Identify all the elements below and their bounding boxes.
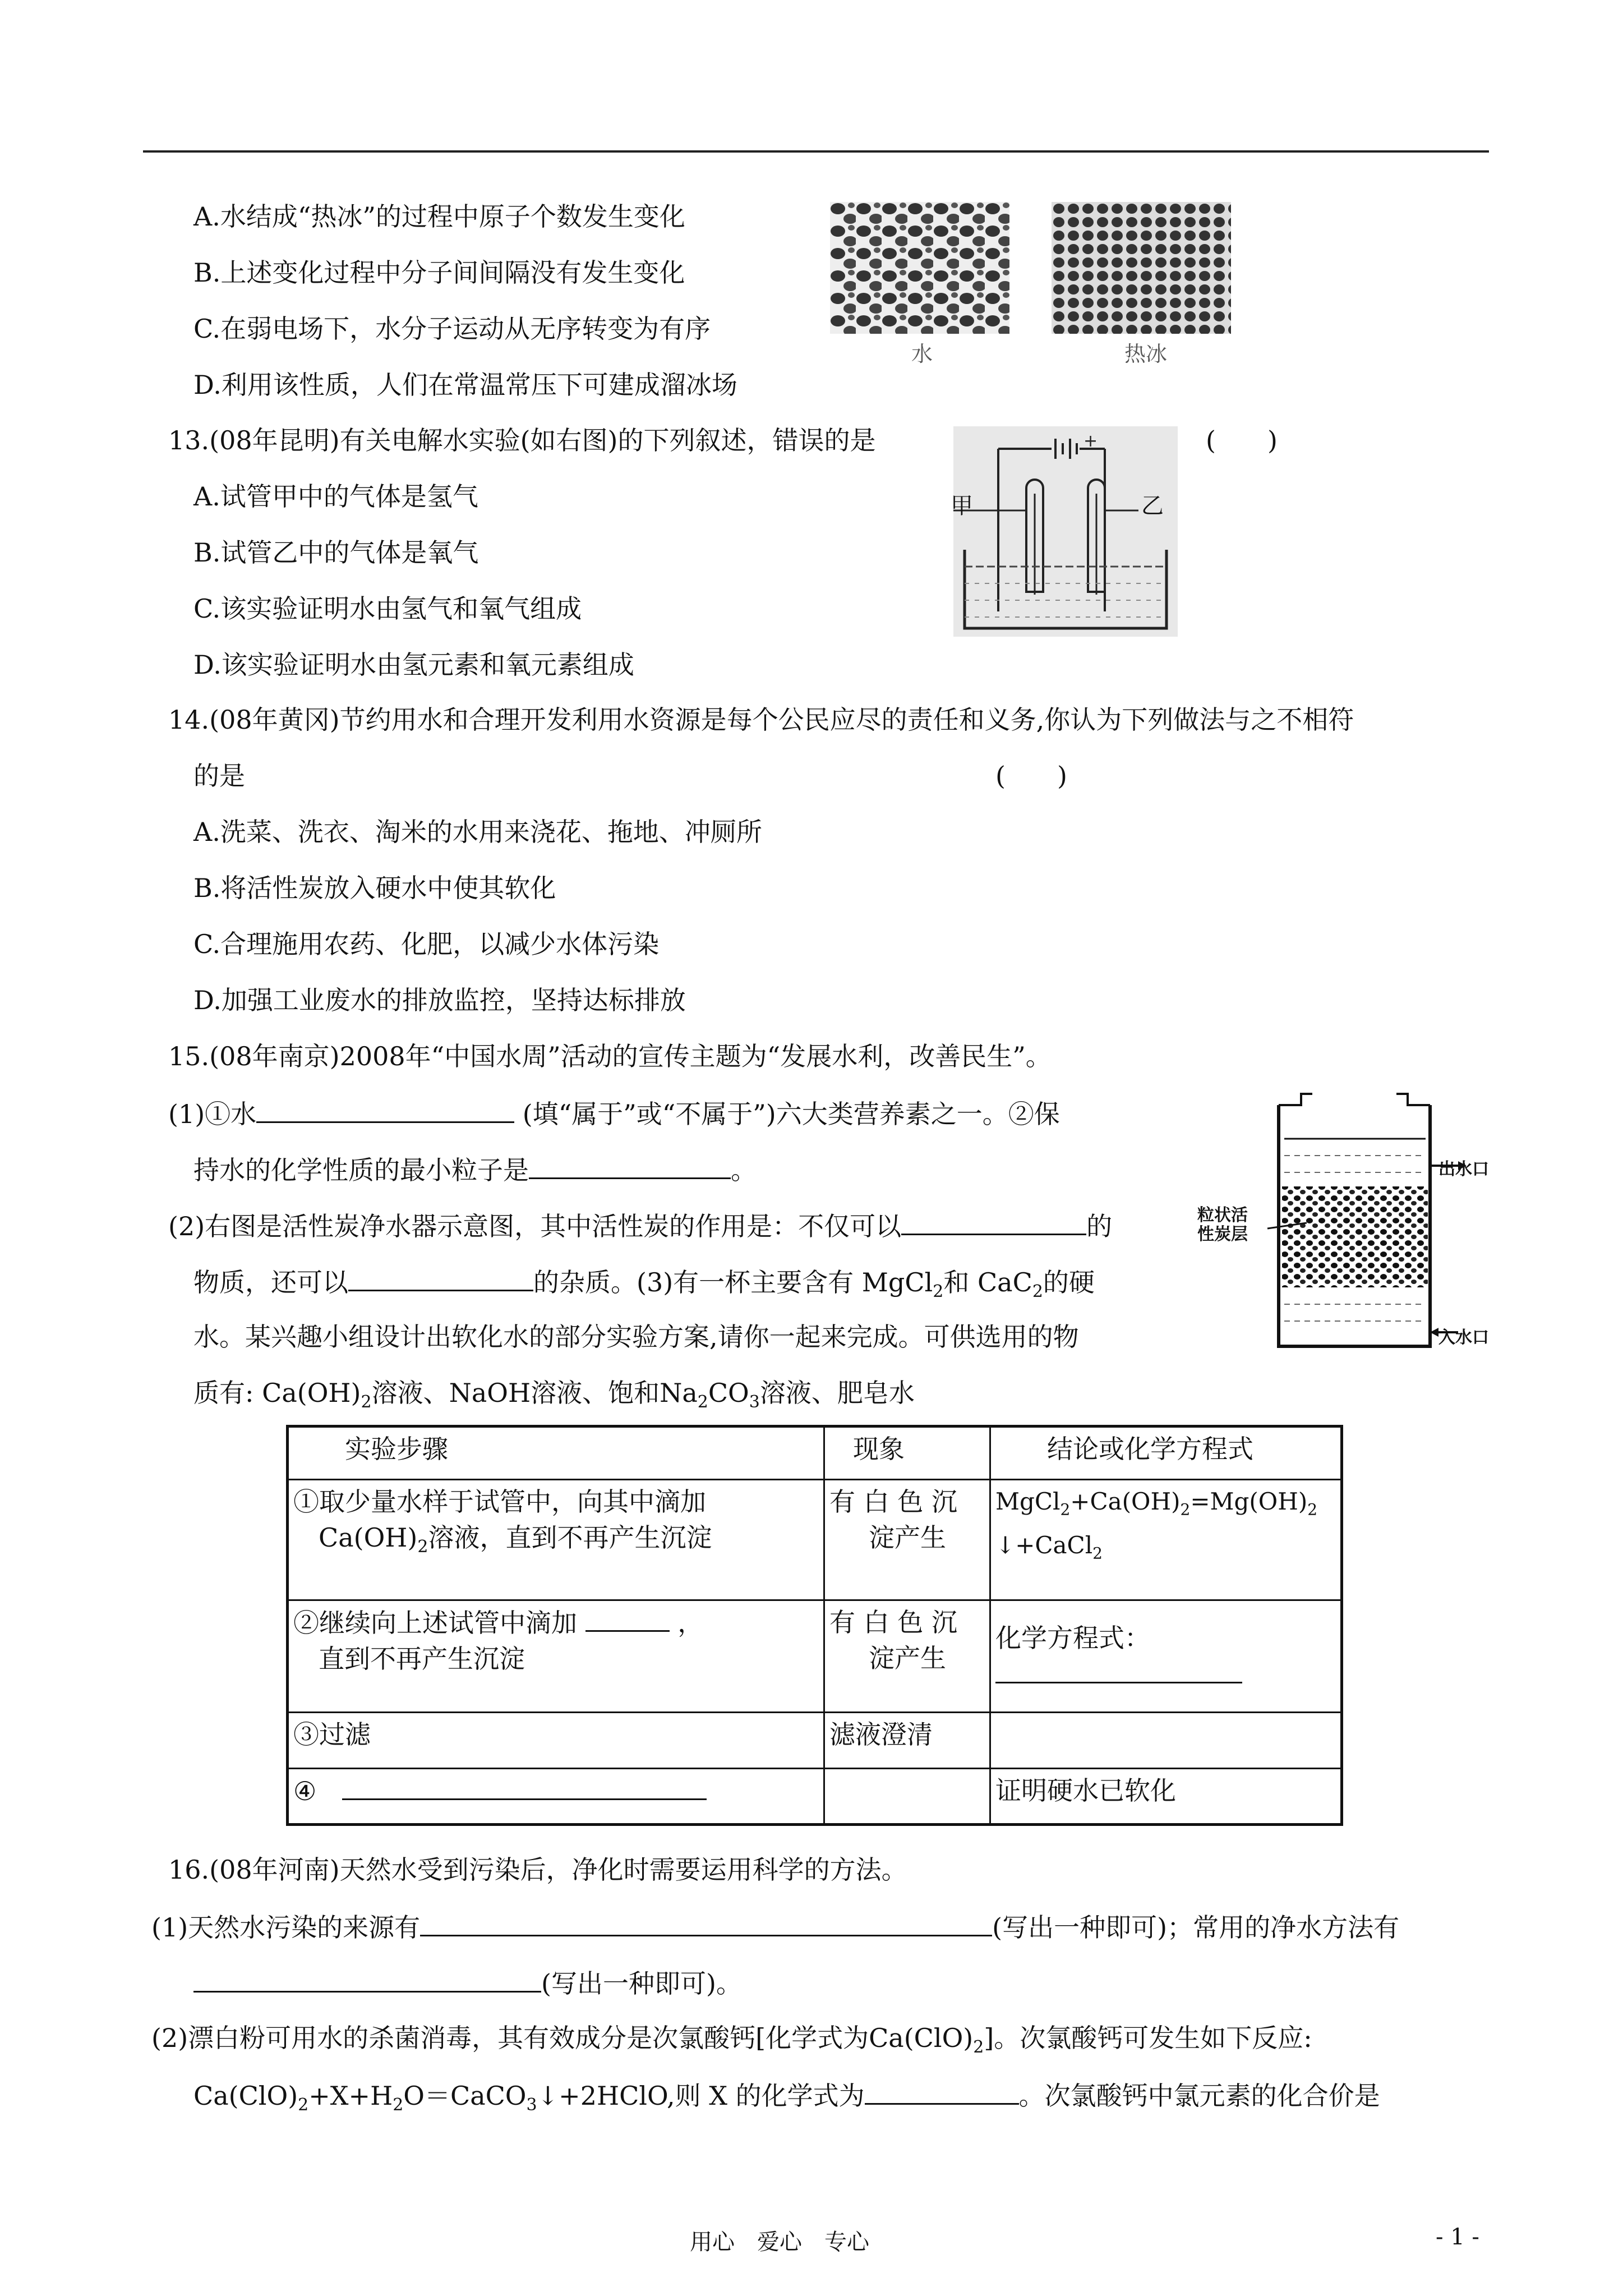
row4-step-blank[interactable]: [342, 1773, 707, 1800]
table-row: [288, 1769, 1342, 1825]
q15-blank-smallest-particle[interactable]: [529, 1152, 731, 1179]
q12-option-b: B.上述变化过程中分子间间隔没有发生变化: [193, 257, 685, 288]
water-micrograph: [830, 202, 1009, 334]
row2-reagent-blank[interactable]: [585, 1604, 670, 1632]
q12-option-a: A.水结成“热冰”的过程中原子个数发生变化: [193, 201, 685, 232]
q16-stem: 16.(08年河南)天然水受到污染后，净化时需要运用科学的方法。: [168, 1855, 907, 1885]
q15-blank-carbon-role1[interactable]: [901, 1208, 1086, 1235]
table-header-row: [288, 1427, 1342, 1480]
row4-conclusion: 证明硬水已软化: [990, 1769, 1342, 1825]
tube-jia-label: 甲: [951, 493, 973, 519]
q12-option-d: D.利用该性质，人们在常温常压下可建成溜冰场: [193, 370, 737, 400]
q16-part2-line1: (2)漂白粉可用水的杀菌消毒，其有效成分是次氯酸钙[化学式为$Ca(ClO)_2$]。次氯酸钙可发生如下反应:: [151, 2023, 1312, 2058]
q16-blank-purify-method[interactable]: [193, 1965, 541, 1993]
q15-part1-line2: 持水的化学性质的最小粒子是 。: [193, 1152, 757, 1187]
q14-option-c: C.合理施用农药、化肥，以减少水体污染: [193, 929, 660, 959]
q13-option-b: B.试管乙中的气体是氧气: [193, 537, 479, 568]
hot-ice-micrograph: [1052, 202, 1231, 334]
q15-blank-carbon-role2[interactable]: [348, 1264, 533, 1291]
header-steps: 实验步骤: [288, 1427, 824, 1480]
q12-option-c: C.在弱电场下，水分子运动从无序转变为有序: [193, 314, 711, 344]
footer-motto: 用心 爱心 专心: [690, 2229, 869, 2255]
row1-step: ①取少量水样于试管中，向其中滴加 $Ca(OH)_2$溶液，直到不再产生沉淀: [288, 1480, 824, 1600]
experiment-table: [286, 1425, 1343, 1826]
q15-part2-line1: (2)右图是活性炭净水器示意图，其中活性炭的作用是：不仅可以 的: [168, 1208, 1112, 1243]
row2-step: ②继续向上述试管中滴加 ， 直到不再产生沉淀: [288, 1600, 824, 1713]
water-caption: 水: [911, 342, 933, 366]
q14-option-b: B.将活性炭放入硬水中使其软化: [193, 873, 556, 903]
row4-phenomenon: [824, 1769, 990, 1825]
q13-option-a: A.试管甲中的气体是氢气: [193, 481, 478, 512]
row2-equation: 化学方程式：: [990, 1600, 1342, 1713]
q15-stem: 15.(08年南京)2008年“中国水周”活动的宣传主题为“发展水利，改善民生”。: [168, 1041, 1052, 1071]
row2-equation-blank[interactable]: [995, 1656, 1242, 1683]
svg-text:+: +: [1083, 431, 1098, 451]
q16-blank-x-formula[interactable]: [865, 2077, 1019, 2105]
q13-option-c: C.该实验证明水由氢气和氧气组成: [193, 593, 582, 624]
header-phenomenon: 现象: [824, 1427, 990, 1480]
q15-blank-water-category[interactable]: [256, 1096, 514, 1123]
q14-answer-paren: ( ): [995, 761, 1067, 791]
header-conclusion: 结论或化学方程式: [990, 1427, 1342, 1480]
row1-phenomenon: 有 白 色 沉 淀产生: [824, 1480, 990, 1600]
hot-ice-caption: 热冰: [1124, 342, 1168, 366]
header-rule: [143, 150, 1489, 153]
table-row: [288, 1600, 1342, 1713]
q15-part2-line2: 物质，还可以 的杂质。(3)有一杯主要含有 MgCl$_2$和 CaC$_2$的硬: [193, 1264, 1095, 1309]
table-row: [288, 1713, 1342, 1769]
row2-phenomenon: 有 白 色 沉 淀产生: [824, 1600, 990, 1713]
row3-phenomenon: 滤液澄清: [824, 1713, 990, 1769]
tube-yi-label: 乙: [1141, 493, 1164, 519]
q15-part1-line1: (1)①水 (填“属于”或“不属于”)六大类营养素之一。②保: [168, 1096, 1060, 1131]
q13-stem: 13.(08年昆明)有关电解水实验(如右图)的下列叙述，错误的是: [168, 425, 876, 455]
row3-step: ③过滤: [288, 1713, 824, 1769]
q14-option-d: D.加强工业废水的排放监控，坚持达标排放: [193, 985, 686, 1015]
row1-equation: $MgCl_2+Ca(OH)_2=Mg(OH)_2$ ↓+CaCl$_2$: [990, 1480, 1342, 1600]
q16-part1-line2: (写出一种即可)。: [193, 1965, 742, 2000]
carbon-layer-label: 粒状活 性炭层: [1197, 1205, 1248, 1244]
q16-part1-line1: (1)天然水污染的来源有 (写出一种即可)；常用的净水方法有: [151, 1909, 1399, 1944]
q15-part3-line1: 水。某兴趣小组设计出软化水的部分实验方案,请你一起来完成。可供选用的物: [193, 1322, 1079, 1352]
electrolysis-diagram: [953, 426, 1178, 637]
row3-conclusion: [990, 1713, 1342, 1769]
q13-option-d: D.该实验证明水由氢元素和氧元素组成: [193, 650, 634, 680]
q15-part3-line2: 质有: $Ca(OH)_2$溶液、NaOH溶液、饱和$Na_2CO_3$溶液、肥皂水: [193, 1378, 915, 1412]
row4-step: ④: [288, 1769, 824, 1825]
q16-blank-pollution-source[interactable]: [420, 1909, 992, 1936]
q14-stem-line1: 14.(08年黄冈)节约用水和合理开发利用水资源是每个公民应尽的责任和义务,你认为下列做法与之不相符: [168, 705, 1354, 735]
inlet-label: 入水口: [1438, 1328, 1489, 1347]
page-number: - 1 -: [1436, 2224, 1479, 2250]
table-row: [288, 1480, 1342, 1600]
outlet-label: 出水口: [1438, 1159, 1489, 1179]
q14-option-a: A.洗菜、洗衣、淘米的水用来浇花、拖地、冲厕所: [193, 817, 762, 847]
q13-answer-paren: ( ): [1206, 425, 1278, 455]
q14-stem-line2: 的是: [193, 761, 245, 791]
q16-part2-line2: $Ca(ClO)_2+X+H_2O=CaCO_3↓+2HClO$,则 X 的化学式为 。次氯酸钙中氯元素的化合价是: [193, 2077, 1380, 2122]
